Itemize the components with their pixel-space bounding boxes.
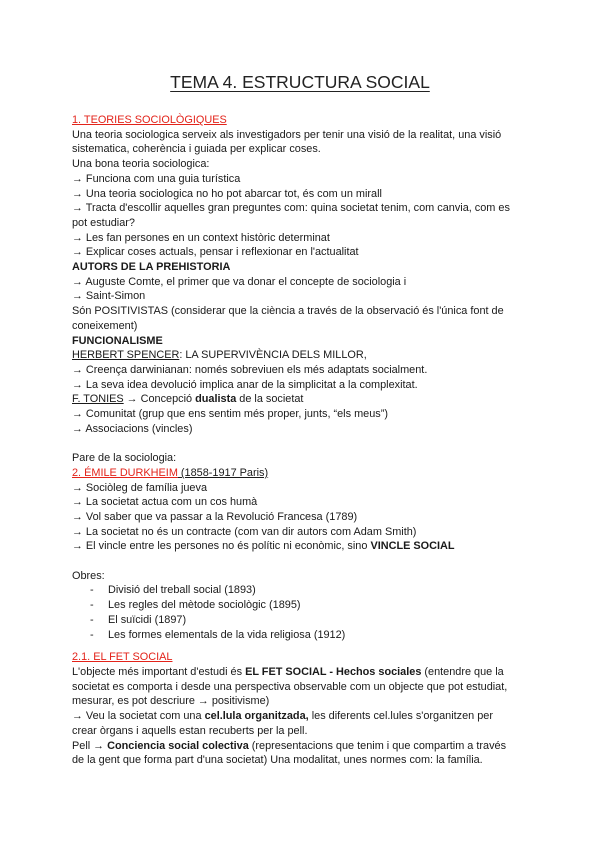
tonies-text: de la societat [236,393,304,406]
section-heading-autors: AUTORS DE LA PREHISTORIA [72,261,231,274]
paragraph-line: Són POSITIVISTAS (considerar que la ciència a través de la observació és l'única font de [72,305,504,318]
paragraph-line: crear òrgans i aquells estan recuberts per la pell. [72,724,308,737]
arrow-item [72,539,532,554]
list-item [72,598,532,613]
obres-list [72,583,532,642]
arrow-item: → Creença darwinianan: només sobreviuen els més adaptats socialment. [72,363,428,376]
arrow-item: → La societat no és un contracte (com van dir autors com Adam Smith) [72,525,417,538]
text-run: L'objecte més important d'estudi és [72,665,246,678]
dash-bullet: - [90,613,94,626]
arrow-item: → Comunitat (grup que ens sentim més proper, junts, “els meus”) [72,408,388,421]
arrow-item: → Saint-Simon [72,290,146,303]
paragraph-line: Una bona teoria sociologica: [72,158,210,171]
list-item-text: Les regles del mètode sociològic (1895) [108,599,301,612]
tonies-bold: dualista [195,393,237,406]
text-run: → Veu la societat com una [72,710,205,723]
spacer [72,554,532,569]
section-heading-teories: 1. TEORIES SOCIOLÒGIQUES [72,114,227,126]
arrow-item-text: → El vincle entre les persones no és polític ni econòmic, sino [72,540,371,553]
list-item-text: Les formes elementals de la vida religiosa (1912) [108,628,346,641]
durkheim-dates: (1858-1917 Paris) [177,466,269,479]
section-heading-durkheim [72,466,532,481]
list-item-text: El suïcidi (1897) [108,613,187,626]
arrow-item: → Vol saber que va passar a la Revolució Francesa (1789) [72,510,358,523]
paragraph-line [72,739,532,754]
paragraph-line: Una teoria sociologica serveix als investigadors per tenir una visió de la realitat, una visió [72,128,502,141]
spencer-line [72,348,532,363]
arrow-item: → Tracta d'escollir aquelles gran preguntes com: quina societat tenim, com canvia, com es [72,202,510,215]
celula-bold: cel.lula organitzada, [204,710,309,723]
list-item [72,583,532,598]
author-name-tonies: F. TONIES [72,393,124,406]
paragraph-line: Pare de la sociologia: [72,452,177,465]
arrow-item: → Associacions (vincles) [72,422,193,435]
text-run: les diferents cel.lules s'organitzen per [308,710,493,723]
list-item [72,628,532,643]
arrow-item-continued: pot estudiar? [72,216,135,229]
dash-bullet: - [90,599,94,612]
author-name-spencer: HERBERT SPENCER [72,349,180,362]
paragraph-line: sistematica, coherència i guiada per explicar coses. [72,143,321,156]
spacer [72,436,532,451]
durkheim-name: 2. ÉMILE DURKHEIM [72,466,178,479]
arrow-item: → Les fan persones en un context històric determinat [72,231,330,244]
list-item-text: Divisió del treball social (1893) [108,584,256,597]
spencer-title: : LA SUPERVIVÈNCIA DELS MILLOR, [179,349,367,362]
dash-bullet: - [90,628,94,641]
obres-label: Obres: [72,569,105,582]
tonies-text: → Concepció [123,393,196,406]
spacer [72,642,532,650]
arrow-item: → La societat actua com un cos humà [72,496,258,509]
text-run: Pell → [72,739,108,752]
fet-social-bold: EL FET SOCIAL - Hechos sociales [245,665,422,678]
paragraph-line: coneixement) [72,319,138,332]
conciencia-bold: Conciencia social colectiva [107,739,249,752]
arrow-item: → Funciona com una guia turística [72,172,241,185]
paragraph-line [72,665,532,680]
paragraph-line: de la gent que forma part d'una societat) Una modalitat, unes normes com: la família. [72,754,483,767]
arrow-item: → Auguste Comte, el primer que va donar el concepte de sociologia i [72,275,407,288]
text-run: (representacions que tenim i que compartim a través [248,739,507,752]
vincle-social-bold: VINCLE SOCIAL [370,540,455,553]
text-run: (entendre que la [421,665,504,678]
list-item [72,613,532,628]
paragraph-line: societat es comporta i desde una perspectiva observable com un objecte que pot estudiat, [72,680,508,693]
section-heading-funcionalisme: FUNCIONALISME [72,334,163,347]
paragraph-line: mesurar, es pot descriure → positivisme) [72,695,270,708]
section-heading-fet-social: 2.1. EL FET SOCIAL [72,651,173,664]
page-title: TEMA 4. ESTRUCTURA SOCIAL [170,72,430,92]
arrow-item: → Sociòleg de família jueva [72,481,207,494]
paragraph-line [72,709,532,724]
document-body [72,113,532,768]
arrow-item: → Una teoria sociologica no ho pot abarcar tot, és com un mirall [72,187,382,200]
dash-bullet: - [90,584,94,597]
tonies-line [72,392,532,407]
arrow-item: → Explicar coses actuals, pensar i reflexionar en l'actualitat [72,246,359,259]
arrow-item: → La seva idea devolució implica anar de la simplicitat a la complexitat. [72,378,418,391]
